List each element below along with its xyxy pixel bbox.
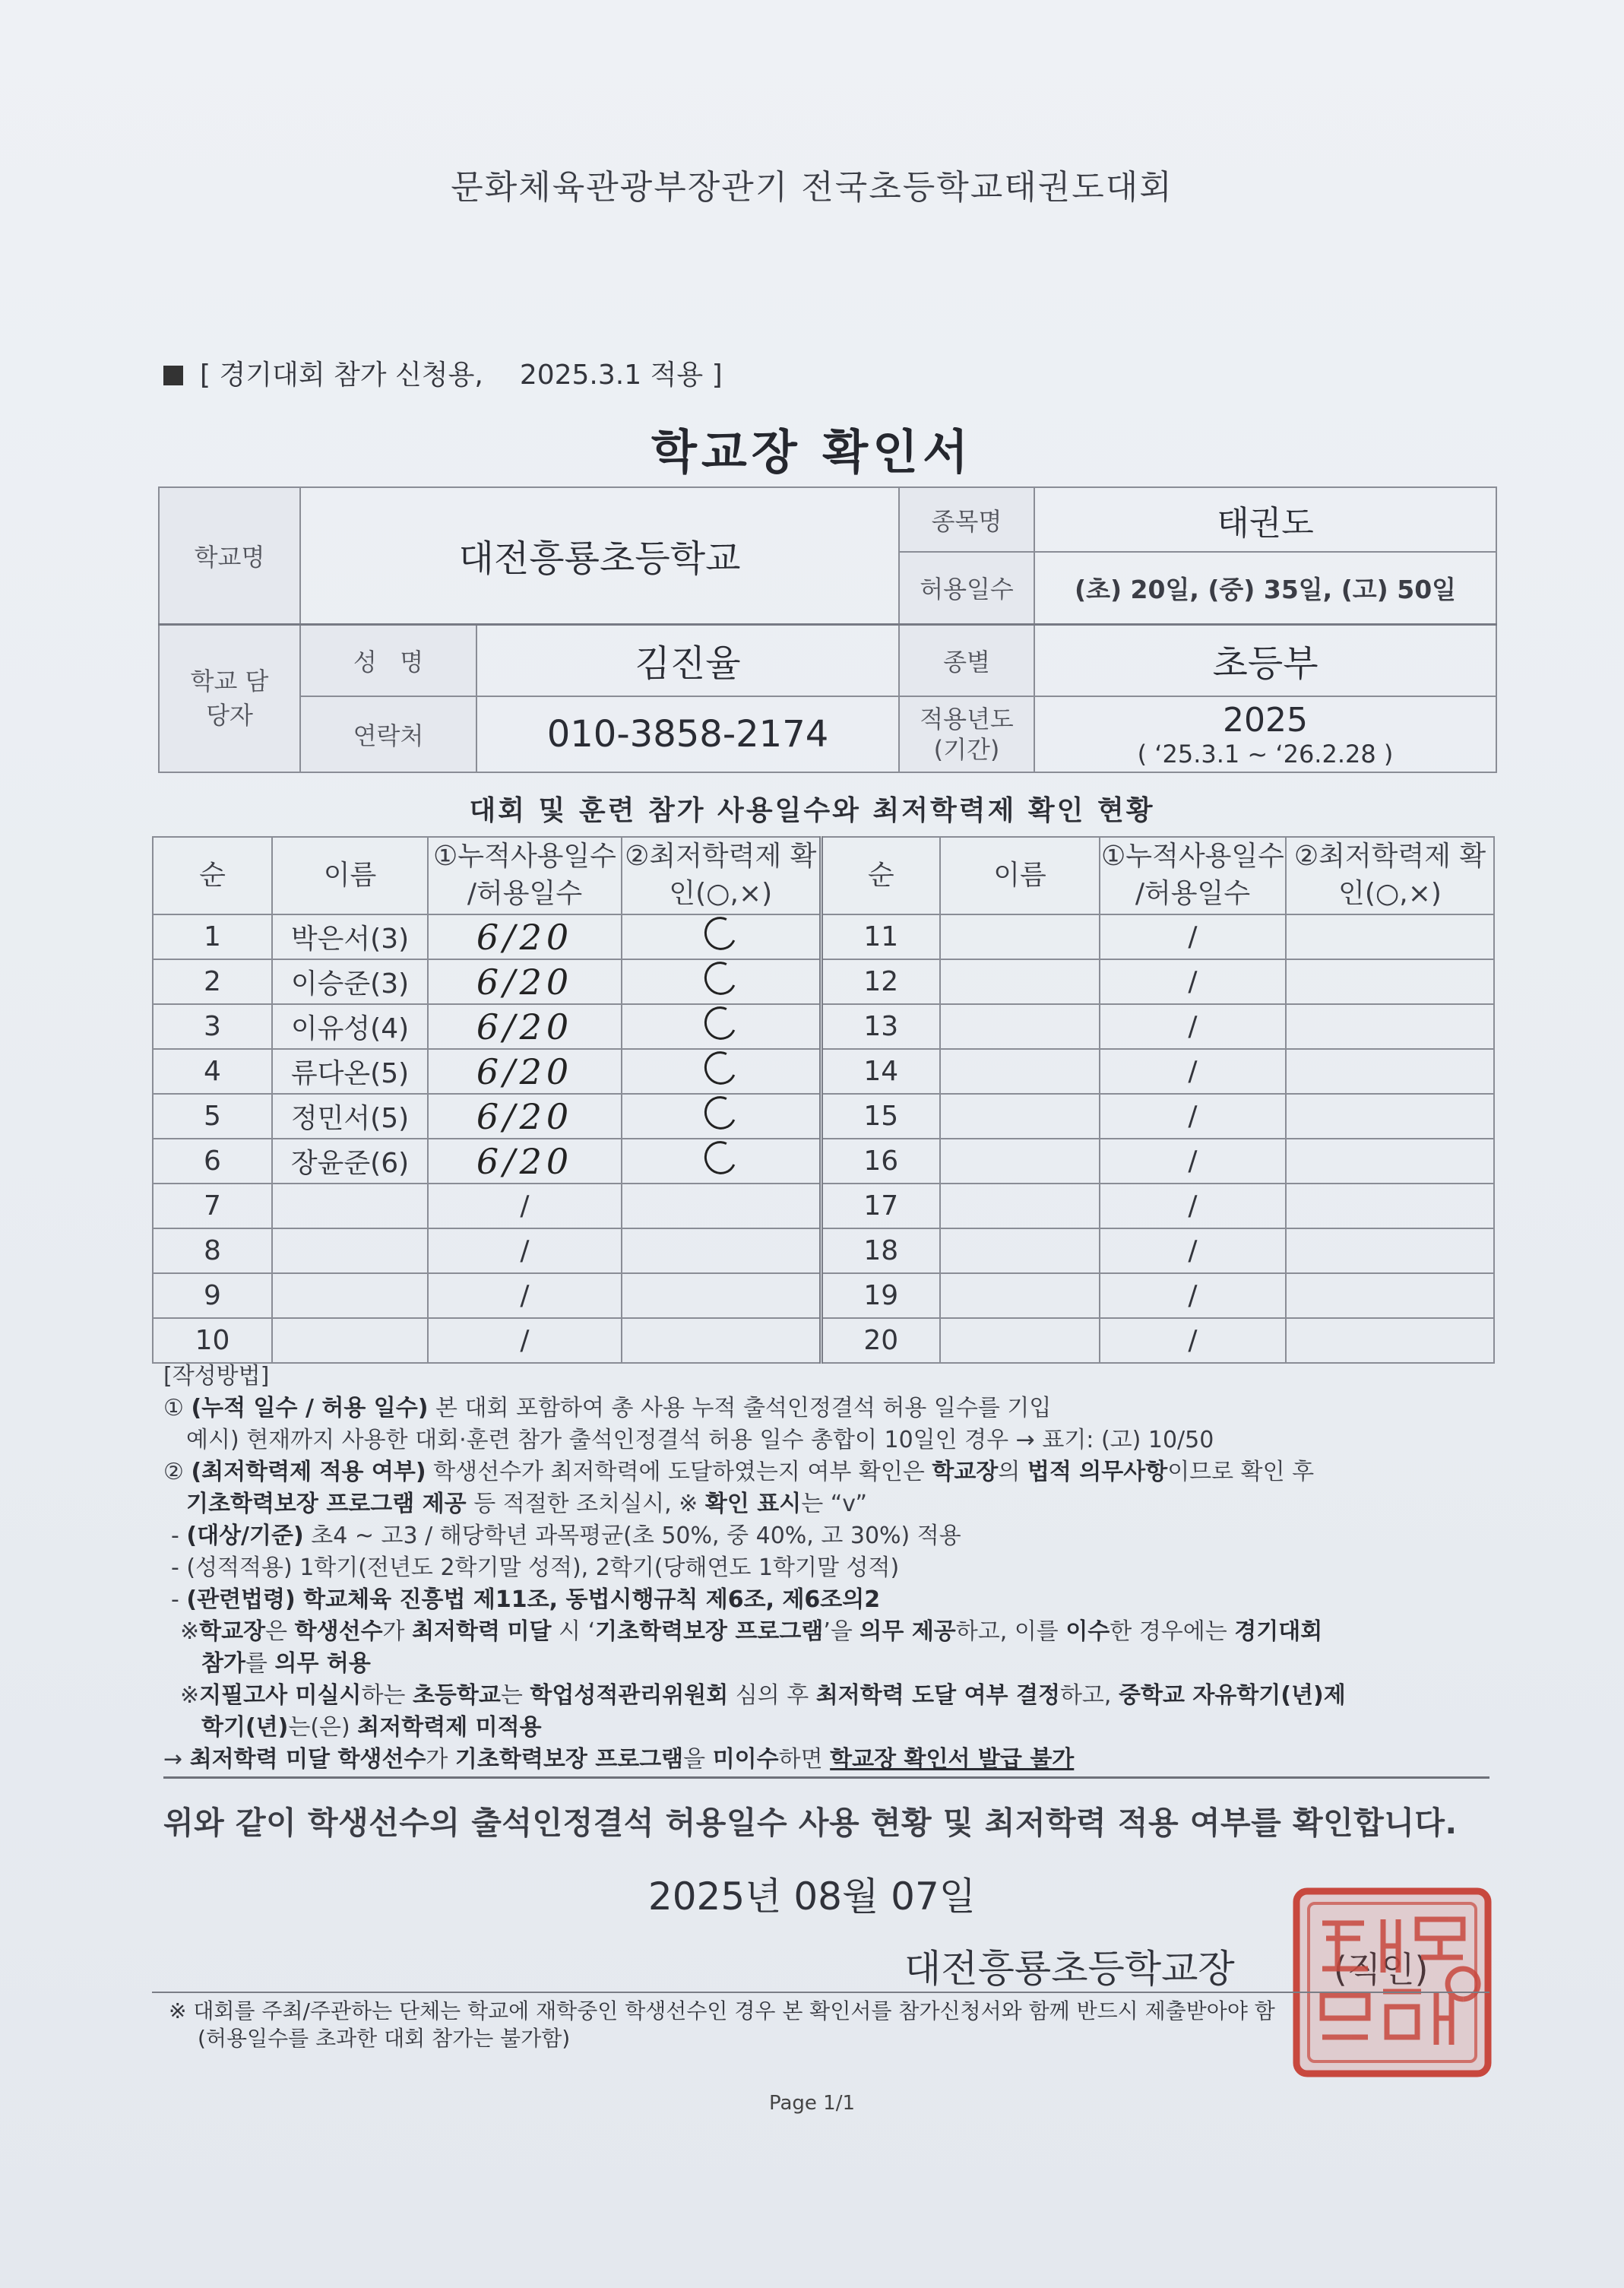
student-name [940, 1273, 1100, 1318]
student-name [272, 1184, 428, 1228]
student-name [940, 1318, 1100, 1363]
row-number: 16 [821, 1139, 940, 1184]
issue-date: 2025년 08월 07일 [647, 1874, 977, 1919]
student-name: 정민서(5) [272, 1094, 428, 1139]
academic-check [622, 1184, 821, 1228]
row-number: 4 [153, 1049, 272, 1094]
used-days: / [1100, 1139, 1286, 1184]
student-name [940, 1049, 1100, 1094]
table-row [153, 914, 1494, 959]
row-number: 14 [821, 1049, 940, 1094]
table-row [153, 1273, 1494, 1318]
footnote-line-1: ※ 대회를 주최/주관하는 단체는 학교에 재학중인 학생선수인 경우 본 확인서를 참가신청서와 함께 반드시 제출받아야 함 [169, 1998, 1275, 2023]
sport-value: 태권도 [1034, 487, 1496, 552]
writing-instructions: [작성방법] ① (누적 일수 / 허용 일수) 본 대회 포함하여 총 사용 누적 출석인정결석 허용 일수를 기입 예시) 현재까지 사용한 대회·훈련 참가 출석인정결석 허용 일수 총합이 10일인 경우 → 표기: (고) 10/50 ② (최저학력제 적용 여부) 학생선수가 최저학력에 도달하였는지 여부 확인은 학교장의 법적 의무사항이므로 확인 후 기초학력보장 프로그램 제공 등 적절한 조치실시, ※ 확인 표시는 “v” - (대상/기준) 초4 ~ 고3 / 해당학년 과목평균(초 50%, 중 40%, 고 30%) 적용 - (성적적용) 1학기(전년도 2학기말 성적), 2학기(당해연도 1학기말 성적) - (관련법령) 학교체육 진흥법 제11조, 동법시행규칙 제6조, 제6조의2 ※학교장은 학생선수가 최저학력 미달 시 ‘기초학력보장 프로그램’을 의무 제공하고, 이를 이수한 경우에는 경기대회 참가를 의무 허용 ※지필고사 미실시하는 초등학교는 학업성적관리위원회 심의 후 최저학력 도달 여부 결정하고, 중학교 자유학기(년)제 학기(년)는(은) 최저학력제 미적용 → 최저학력 미달 학생선수가 기초학력보장 프로그램을 미이수하면 학교장 확인서 발급 불가 [163, 1361, 1516, 1776]
contact-label: 연락처 [300, 696, 476, 772]
row-number: 8 [153, 1228, 272, 1273]
used-days: / [1100, 1004, 1286, 1049]
row-number: 1 [153, 914, 272, 959]
table-row [153, 1318, 1494, 1363]
academic-check [622, 1049, 821, 1094]
used-days: / [1100, 1049, 1286, 1094]
academic-check [1286, 1094, 1494, 1139]
row-number: 18 [821, 1228, 940, 1273]
check-mark-icon [700, 1047, 742, 1089]
sport-label: 종목명 [899, 487, 1034, 552]
division-value: 초등부 [1034, 624, 1496, 696]
used-days: / [1100, 1273, 1286, 1318]
check-mark-icon [700, 1092, 742, 1134]
row-number: 5 [153, 1094, 272, 1139]
school-info-table [158, 486, 1497, 773]
used-days: / [1100, 1318, 1286, 1363]
academic-check [1286, 1228, 1494, 1273]
used-days: / [1100, 1094, 1286, 1139]
academic-check [622, 1094, 821, 1139]
table-row [153, 1184, 1494, 1228]
used-days: 6/20 [428, 914, 622, 959]
row-number: 11 [821, 914, 940, 959]
student-name: 이승준(3) [272, 959, 428, 1004]
table-row [153, 1139, 1494, 1184]
academic-check [1286, 1184, 1494, 1228]
used-days: / [428, 1184, 622, 1228]
used-days: / [428, 1228, 622, 1273]
table-row [153, 1049, 1494, 1094]
academic-check [622, 1273, 821, 1318]
divider [163, 1776, 1489, 1779]
row-number: 9 [153, 1273, 272, 1318]
year-period: ( ‘25.3.1 ~ ‘26.2.28 ) [1137, 739, 1394, 768]
used-days: / [428, 1318, 622, 1363]
used-days: / [1100, 1184, 1286, 1228]
student-name [940, 1184, 1100, 1228]
student-name [940, 1004, 1100, 1049]
student-name: 장윤준(6) [272, 1139, 428, 1184]
manager-label: 학교 담당자 [159, 624, 300, 772]
subhead-right: 2025.3.1 적용 ] [519, 360, 723, 391]
header-check-left: ②최저학력제 확인(○,×) [622, 837, 821, 914]
academic-check [622, 1139, 821, 1184]
status-title: 대회 및 훈련 참가 사용일수와 최저학력제 확인 현황 [469, 795, 1155, 826]
allow-days-label: 허용일수 [899, 552, 1034, 624]
check-mark-icon [700, 957, 742, 1000]
academic-check [1286, 1273, 1494, 1318]
row-number: 2 [153, 959, 272, 1004]
student-name [940, 1094, 1100, 1139]
academic-check [1286, 959, 1494, 1004]
used-days: 6/20 [428, 959, 622, 1004]
footnote-line-2: (허용일수를 초과한 대회 참가는 불가함) [198, 2026, 571, 2051]
academic-check [1286, 914, 1494, 959]
header-days-right: ①누적사용일수 /허용일수 [1100, 837, 1286, 914]
year-label: 적용년도 (기간) [899, 696, 1034, 772]
academic-check [1286, 1318, 1494, 1363]
form-subhead [163, 353, 723, 392]
used-days: 6/20 [428, 1049, 622, 1094]
student-name: 류다온(5) [272, 1049, 428, 1094]
student-name: 이유성(4) [272, 1004, 428, 1049]
header-name-left: 이름 [272, 837, 428, 914]
manager-name-label: 성 명 [300, 624, 476, 696]
used-days: / [1100, 1228, 1286, 1273]
student-name: 박은서(3) [272, 914, 428, 959]
row-number: 6 [153, 1139, 272, 1184]
used-days: / [428, 1273, 622, 1318]
page-number: Page 1/1 [768, 2092, 856, 2115]
row-number: 3 [153, 1004, 272, 1049]
row-number: 12 [821, 959, 940, 1004]
check-mark-icon [700, 1136, 742, 1179]
year-value: 2025 [1223, 700, 1308, 740]
student-name [940, 1228, 1100, 1273]
used-days: / [1100, 914, 1286, 959]
roster-table [152, 836, 1495, 1364]
manager-name: 김진율 [476, 624, 899, 696]
check-mark-icon [700, 1002, 742, 1044]
row-number: 15 [821, 1094, 940, 1139]
school-name: 대전흥룡초등학교 [300, 487, 899, 624]
student-name [272, 1228, 428, 1273]
instruction-grades: - (성적적용) 1학기(전년도 2학기말 성적), 2학기(당해연도 1학기말 성적) [171, 1554, 900, 1581]
academic-check [622, 959, 821, 1004]
footnote-divider [152, 1992, 1489, 1993]
contact-value: 010-3858-2174 [476, 696, 899, 772]
used-days: 6/20 [428, 1004, 622, 1049]
table-row [153, 959, 1494, 1004]
year-cell [1034, 696, 1496, 772]
table-row [153, 1004, 1494, 1049]
row-number: 7 [153, 1184, 272, 1228]
academic-check [1286, 1049, 1494, 1094]
academic-check [1286, 1139, 1494, 1184]
row-number: 19 [821, 1273, 940, 1318]
subhead-left: [ 경기대회 참가 신청용, [200, 360, 483, 391]
check-mark-icon [700, 912, 742, 955]
school-name-label: 학교명 [159, 487, 300, 624]
header-name-right: 이름 [940, 837, 1100, 914]
footnote [169, 1998, 1491, 2052]
academic-check [622, 1228, 821, 1273]
table-row [153, 1094, 1494, 1139]
header-no-left: 순 [153, 837, 272, 914]
row-number: 17 [821, 1184, 940, 1228]
student-name [940, 959, 1100, 1004]
header-days-left: ①누적사용일수 /허용일수 [428, 837, 622, 914]
header-no-right: 순 [821, 837, 940, 914]
event-title: 문화체육관광부장관기 전국초등학교태권도대회 [451, 168, 1173, 207]
student-name [272, 1318, 428, 1363]
instruction-example: 예시) 현재까지 사용한 대회·훈련 참가 출석인정결석 허용 일수 총합이 10일인 경우 → 표기: (고) 10/50 [186, 1427, 1214, 1453]
table-row [153, 1228, 1494, 1273]
row-number: 20 [821, 1318, 940, 1363]
student-name [272, 1273, 428, 1318]
used-days: 6/20 [428, 1094, 622, 1139]
confirmation-statement: 위와 같이 학생선수의 출석인정결석 허용일수 사용 현황 및 최저학력 적용 여부를 확인합니다. [163, 1805, 1458, 1841]
division-label: 종별 [899, 624, 1034, 696]
used-days: / [1100, 959, 1286, 1004]
row-number: 13 [821, 1004, 940, 1049]
academic-check [622, 1318, 821, 1363]
used-days: 6/20 [428, 1139, 622, 1184]
academic-check [622, 914, 821, 959]
academic-check [622, 1004, 821, 1049]
academic-check [1286, 1004, 1494, 1049]
student-name [940, 1139, 1100, 1184]
square-bullet-icon [163, 366, 183, 385]
instructions-title: [작성방법] [163, 1363, 270, 1390]
principal-title: 대전흥룡초등학교장 [904, 1947, 1235, 1991]
header-check-right: ②최저학력제 확인(○,×) [1286, 837, 1494, 914]
student-name [940, 914, 1100, 959]
document-title: 학교장 확인서 [651, 424, 973, 480]
allow-days-value: (초) 20일, (중) 35일, (고) 50일 [1034, 552, 1496, 624]
row-number: 10 [153, 1318, 272, 1363]
